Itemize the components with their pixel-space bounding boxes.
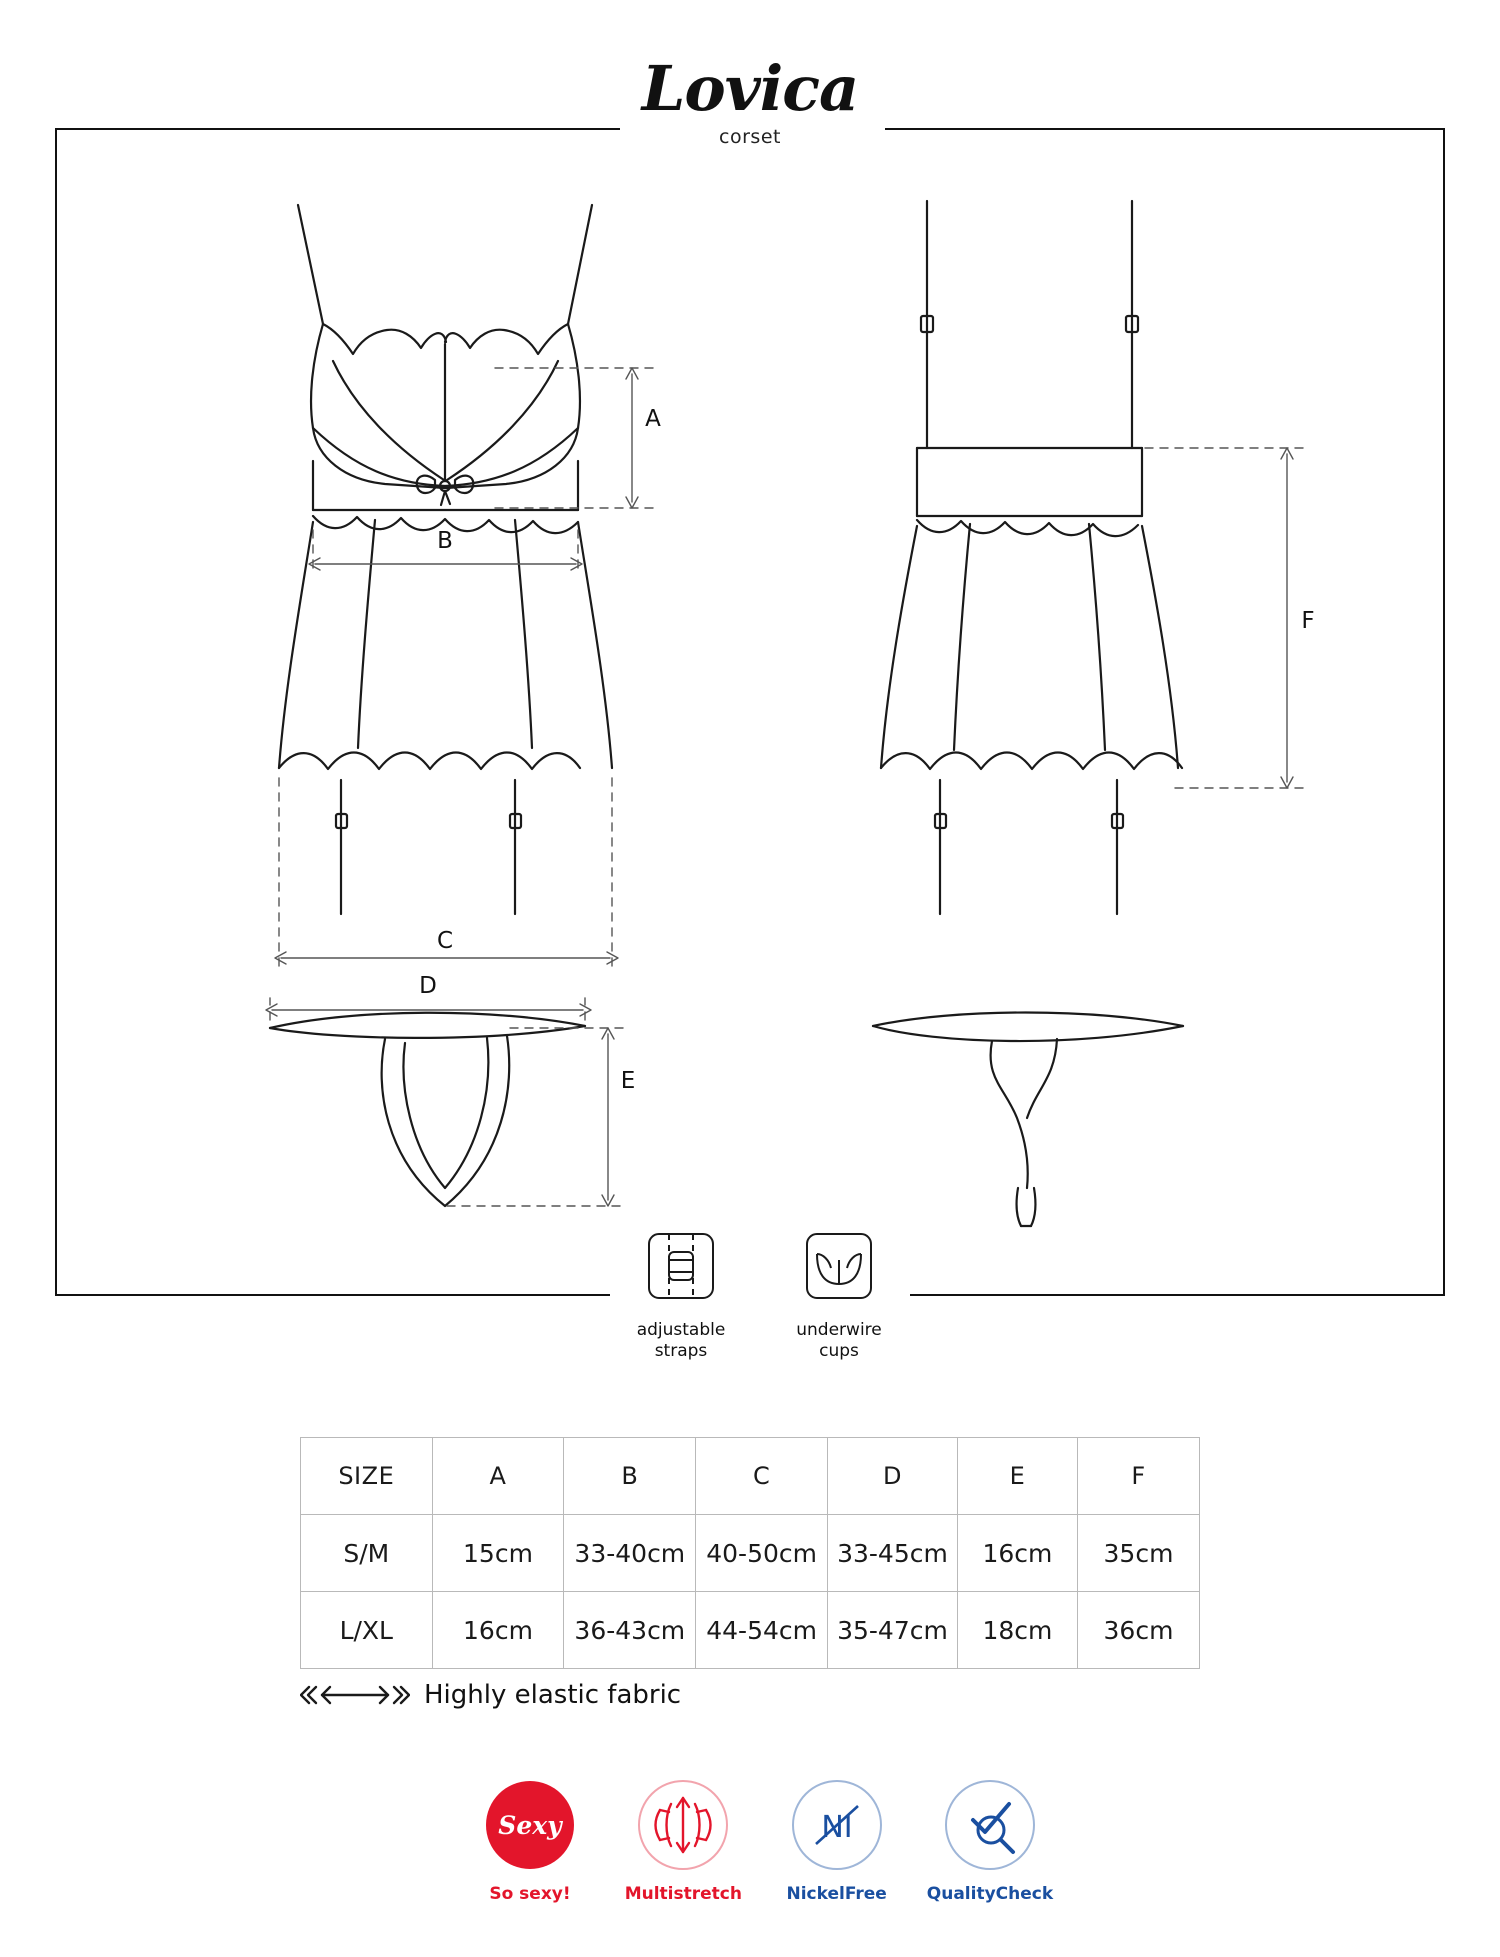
cell-c: 44-54cm (696, 1592, 828, 1669)
feature-caption: adjustable straps (636, 1320, 726, 1362)
thong-back-drawing (873, 1013, 1183, 1227)
cell-d: 33-45cm (828, 1515, 958, 1592)
svg-text:NI: NI (821, 1810, 853, 1845)
cell-f: 36cm (1077, 1592, 1199, 1669)
adjustable-straps-icon (639, 1230, 723, 1306)
feature-icons (600, 1230, 920, 1363)
back-view-drawing (881, 201, 1182, 914)
svg-text:Sexy: Sexy (498, 1811, 562, 1840)
double-arrow-icon (300, 1682, 410, 1708)
table-header-d: D (828, 1438, 958, 1515)
size-table (300, 1437, 1200, 1669)
badge-qualitycheck (920, 1780, 1060, 1904)
badge-nickelfree (767, 1780, 907, 1904)
feature-underwire-cups (779, 1230, 899, 1363)
badge-so-sexy (460, 1780, 600, 1904)
thong-front-drawing (270, 1013, 585, 1206)
multistretch-icon (638, 1780, 728, 1870)
badge-label: NickelFree (786, 1884, 887, 1904)
technical-drawings (55, 128, 1445, 1296)
cell-size: L/XL (301, 1592, 433, 1669)
table-header-b: B (564, 1438, 696, 1515)
cell-e: 16cm (957, 1515, 1077, 1592)
badge-label: QualityCheck (926, 1884, 1054, 1904)
table-header-size: SIZE (301, 1438, 433, 1515)
product-name: Lovica (616, 58, 884, 120)
svg-text:F: F (1301, 608, 1315, 634)
svg-text:E: E (620, 1068, 636, 1094)
bottom-badges (460, 1780, 1060, 1904)
front-view-drawing (279, 205, 612, 914)
table-header-a: A (432, 1438, 564, 1515)
product-title-block (0, 52, 1500, 148)
svg-text:A: A (645, 406, 661, 432)
cell-a: 16cm (432, 1592, 564, 1669)
badge-label: So sexy! (489, 1884, 571, 1904)
svg-text:D: D (419, 973, 437, 999)
cell-b: 36-43cm (564, 1592, 696, 1669)
svg-text:B: B (437, 528, 453, 554)
table-header-f: F (1077, 1438, 1199, 1515)
svg-text:C: C (436, 928, 454, 954)
product-subtitle: corset (719, 126, 781, 148)
table-header-c: C (696, 1438, 828, 1515)
feature-adjustable-straps (621, 1230, 741, 1363)
nickelfree-icon (792, 1780, 882, 1870)
feature-caption: underwire cups (796, 1320, 882, 1362)
sexy-icon (485, 1780, 575, 1870)
table-header-e: E (957, 1438, 1077, 1515)
cell-size: S/M (301, 1515, 433, 1592)
badge-multistretch (613, 1780, 753, 1904)
table-row (301, 1592, 1200, 1669)
table-header-row (301, 1438, 1200, 1515)
cell-a: 15cm (432, 1515, 564, 1592)
cell-c: 40-50cm (696, 1515, 828, 1592)
cell-b: 33-40cm (564, 1515, 696, 1592)
qualitycheck-icon (945, 1780, 1035, 1870)
cell-f: 35cm (1077, 1515, 1199, 1592)
cell-e: 18cm (957, 1592, 1077, 1669)
table-row (301, 1515, 1200, 1592)
badge-label: Multistretch (624, 1884, 742, 1904)
elastic-fabric-note (300, 1680, 681, 1710)
cell-d: 35-47cm (828, 1592, 958, 1669)
underwire-cups-icon (797, 1230, 881, 1306)
elastic-note-text: Highly elastic fabric (424, 1680, 682, 1710)
